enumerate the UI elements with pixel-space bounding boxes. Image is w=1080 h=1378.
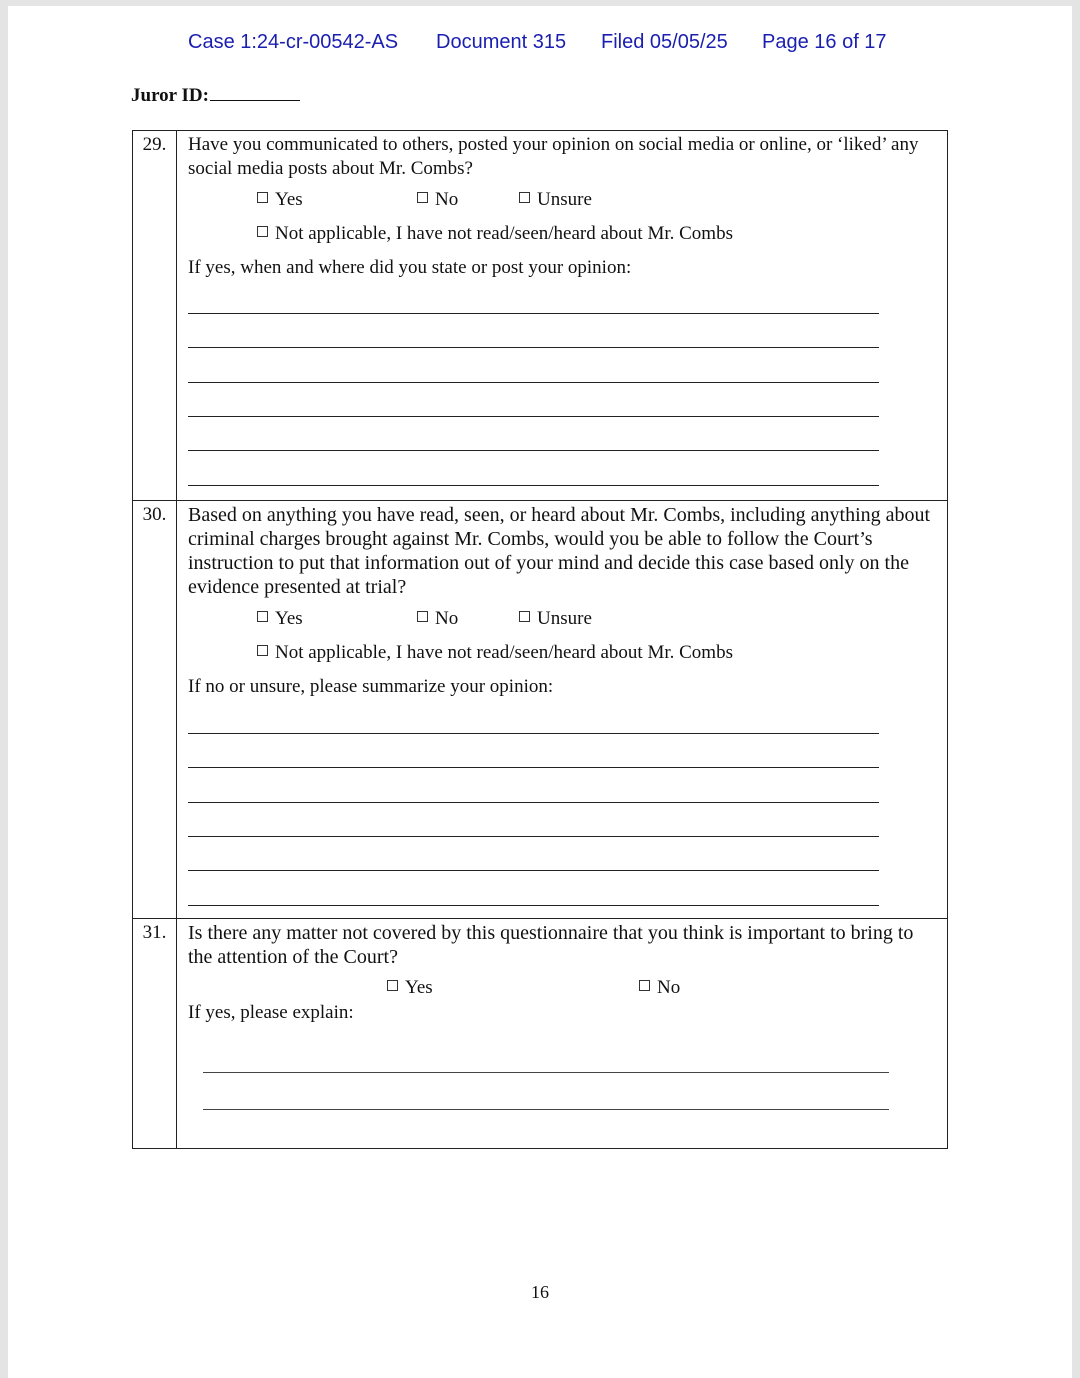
answer-prompt: If yes, please explain: (188, 1002, 354, 1023)
answer-line[interactable] (188, 836, 879, 837)
option-yes[interactable] (387, 977, 433, 999)
option-label: Yes (405, 977, 433, 998)
answer-line[interactable] (188, 416, 879, 417)
option-unsure[interactable] (519, 608, 592, 630)
juror-id-label: Juror ID: (131, 85, 209, 106)
answer-line[interactable] (188, 733, 879, 734)
answer-line[interactable] (188, 767, 879, 768)
checkbox-icon[interactable] (387, 980, 398, 991)
option-label: Yes (275, 189, 303, 210)
option-no[interactable] (639, 977, 680, 999)
question-row-29 (133, 131, 947, 501)
checkbox-icon[interactable] (519, 611, 530, 622)
filed-date: Filed 05/05/25 (601, 31, 728, 53)
answer-line[interactable] (188, 870, 879, 871)
option-yes[interactable] (257, 608, 303, 630)
checkbox-icon[interactable] (257, 226, 268, 237)
option-label: No (435, 189, 459, 210)
question-text: Based on anything you have read, seen, or heard about Mr. Combs, including anything about criminal charges brought against Mr. Combs, would you be able to follow the Court’s instruction to put that information out of your mind and decide this case based only on the evidence presented at trial? (188, 504, 931, 598)
questionnaire-table (132, 130, 948, 1149)
answer-line[interactable] (188, 382, 879, 383)
option-label: No (435, 608, 459, 629)
page-number: 16 (531, 1282, 549, 1302)
checkbox-icon[interactable] (257, 611, 268, 622)
option-label: Not applicable, I have not read/seen/heard about Mr. Combs (275, 223, 733, 244)
checkbox-icon[interactable] (257, 192, 268, 203)
answer-line[interactable] (188, 347, 879, 348)
option-label: Unsure (537, 608, 592, 629)
option-not-applicable[interactable] (257, 642, 733, 664)
option-yes[interactable] (257, 189, 303, 211)
question-number: 31. (133, 919, 177, 1148)
question-text: Have you communicated to others, posted your opinion on social media or online, or ‘liked’ any social media posts about Mr. Combs? (188, 134, 919, 179)
checkbox-icon[interactable] (519, 192, 530, 203)
page-count: Page 16 of 17 (762, 31, 887, 53)
option-not-applicable[interactable] (257, 223, 733, 245)
option-label: Yes (275, 608, 303, 629)
question-text: Is there any matter not covered by this questionnaire that you think is important to bring to the attention of the Court? (188, 922, 914, 968)
case-number: Case 1:24-cr-00542-AS (188, 31, 399, 53)
answer-line[interactable] (203, 1072, 889, 1073)
question-row-30 (133, 501, 947, 919)
checkbox-icon[interactable] (639, 980, 650, 991)
question-number: 30. (133, 501, 177, 918)
document-page (8, 6, 1072, 1378)
answer-line[interactable] (188, 802, 879, 803)
option-no[interactable] (417, 608, 458, 630)
document-number: Document 315 (436, 31, 567, 53)
answer-line[interactable] (188, 313, 879, 314)
checkbox-icon[interactable] (257, 645, 268, 656)
option-label: No (657, 977, 681, 998)
answer-line[interactable] (188, 485, 879, 486)
option-unsure[interactable] (519, 189, 592, 211)
question-row-31 (133, 919, 947, 1148)
answer-prompt: If yes, when and where did you state or post your opinion: (188, 257, 632, 278)
answer-line[interactable] (188, 905, 879, 906)
option-no[interactable] (417, 189, 458, 211)
option-label: Unsure (537, 189, 592, 210)
juror-id-blank[interactable] (210, 82, 300, 101)
checkbox-icon[interactable] (417, 611, 428, 622)
filing-header (8, 31, 1072, 59)
juror-id (131, 82, 300, 107)
option-label: Not applicable, I have not read/seen/heard about Mr. Combs (275, 642, 733, 663)
answer-prompt: If no or unsure, please summarize your opinion: (188, 676, 554, 697)
question-number: 29. (133, 131, 177, 500)
answer-line[interactable] (203, 1109, 889, 1110)
answer-line[interactable] (188, 450, 879, 451)
checkbox-icon[interactable] (417, 192, 428, 203)
